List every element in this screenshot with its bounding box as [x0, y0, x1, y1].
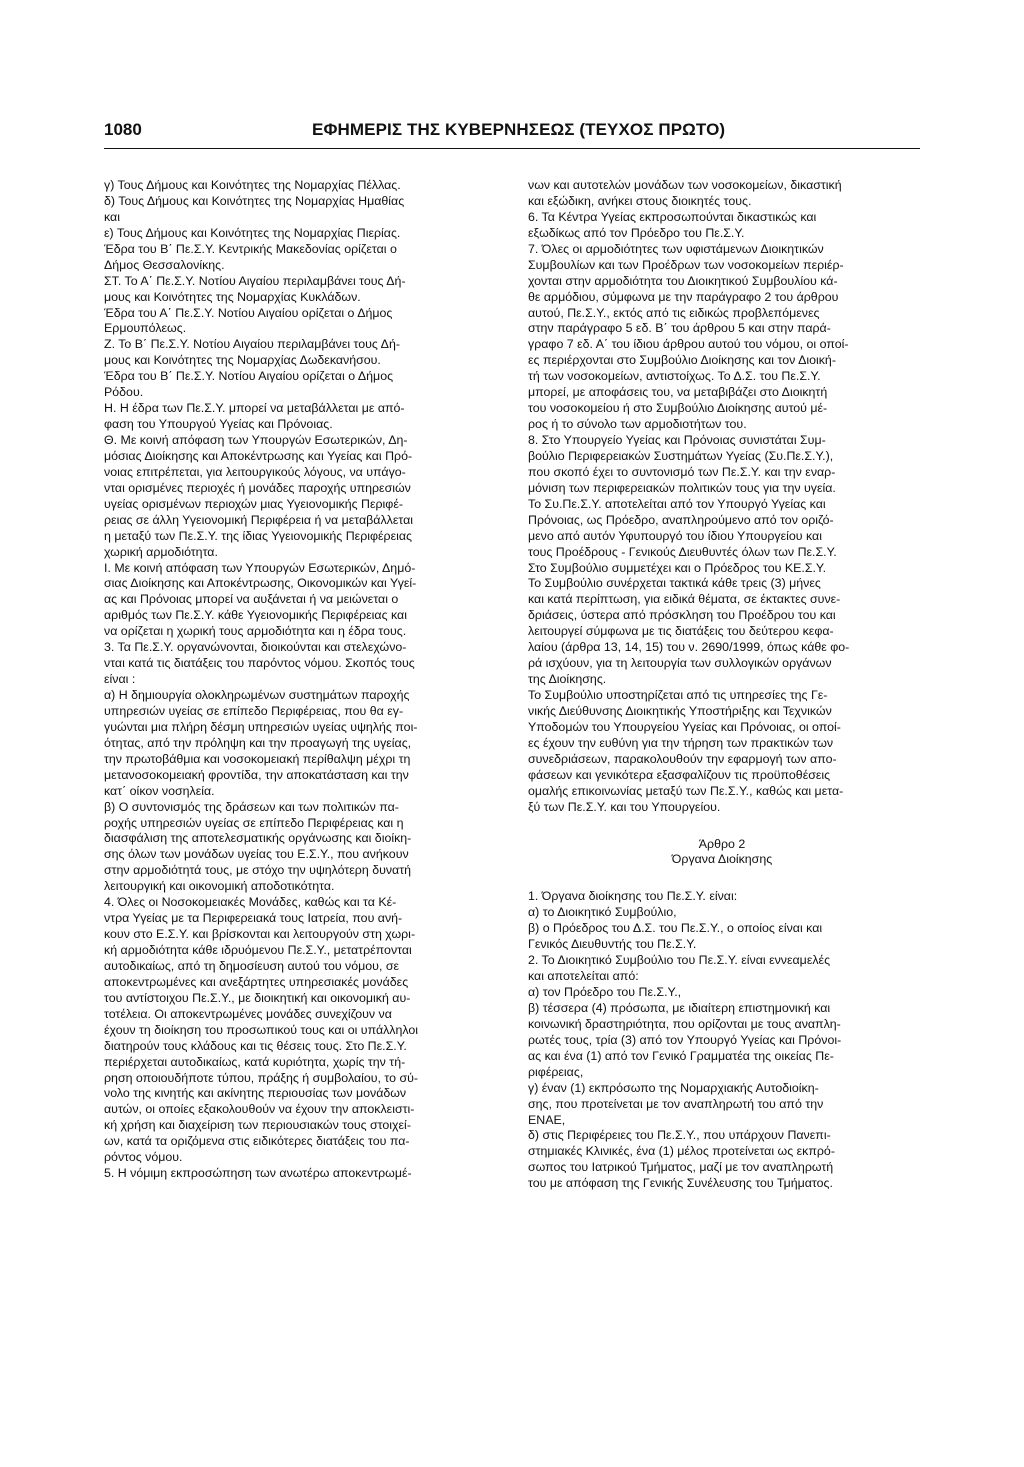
text-line: Το Συμβούλιο υποστηρίζεται από τις υπηρεσίες της Γε- — [528, 688, 828, 702]
text-line: μους και Κοινότητες της Νομαρχίας Κυκλάδων. — [104, 289, 361, 304]
text-line: αυτού, Πε.Σ.Υ., εκτός από τις ειδικώς προβλεπόμενες — [528, 305, 820, 320]
text-line: νικής Διεύθυνσης Διοικητικής Υποστήριξης και Τεχνικών — [528, 703, 832, 718]
text-line: Πρόνοιας, ως Πρόεδρο, αναπληρούμενο από τον οριζό- — [528, 512, 834, 527]
text-line: κή αρμοδιότητα κάθε ιδρυόμενου Πε.Σ.Υ., μετατρέπονται — [104, 943, 412, 957]
text-line: φαση του Υπουργού Υγείας και Πρόνοιας. — [104, 417, 333, 432]
text-line: ντρα Υγείας με τα Περιφερειακά τους Ιατρεία, που ανή- — [104, 911, 403, 926]
text-line: ριφέρειας, — [528, 1064, 584, 1079]
text-line: η μεταξύ των Πε.Σ.Υ. της ίδιας Υγειονομικής Περιφέρειας — [104, 528, 413, 543]
text-line: σωπος του Ιατρικού Τμήματος, μαζί με τον αναπληρωτή — [528, 1160, 834, 1175]
page-header — [104, 118, 920, 149]
text-line: 7. Όλες οι αρμοδιότητες των υφιστάμενων Διοικητικών — [528, 241, 824, 256]
text-line: του με απόφαση της Γενικής Συνέλευσης του Τμήματος. — [528, 1176, 833, 1191]
text-line: είναι : — [104, 672, 136, 687]
text-line: κή χρήση και διαχείριση των περιουσιακών τους στοιχεί- — [104, 1118, 411, 1133]
text-line: γ) Τους Δήμους και Κοινότητες της Νομαρχίας Πέλλας. — [104, 178, 401, 192]
text-line: ρωτές τους, τρία (3) από τον Υπουργό Υγείας και Πρόνοι- — [528, 1032, 842, 1047]
article-subheading: Όργανα Διοίκησης — [671, 852, 773, 867]
text-line: 5. Η νόμιμη εκπροσώπηση των ανωτέρω αποκεντρωμέ- — [104, 1166, 412, 1181]
text-line: ας και Πρόνοιας μπορεί να αυξάνεται ή να μειώνεται ο — [104, 592, 399, 607]
left-text-column — [104, 178, 492, 1182]
text-line: εξωδίκως από τον Πρόεδρο του Πε.Σ.Υ. — [528, 225, 745, 240]
gazette-title: ΕΦΗΜΕΡΙΣ ΤΗΣ ΚΥΒΕΡΝΗΣΕΩΣ (ΤΕΥΧΟΣ ΠΡΩΤΟ) — [312, 120, 726, 139]
text-line: της Διοίκησης. — [528, 672, 607, 687]
text-line: χονται στην αρμοδιότητα του Διοικητικού Συμβουλίου κά- — [528, 273, 838, 288]
text-line: ρειας σε άλλη Υγειονομική Περιφέρεια ή να μεταβάλλεται — [104, 512, 414, 527]
text-line: β) ο Πρόεδρος του Δ.Σ. του Πε.Σ.Υ., ο οποίος είναι και — [528, 921, 823, 936]
text-line: 2. Το Διοικητικό Συμβούλιο του Πε.Σ.Υ. είναι εννεαμελές — [528, 953, 831, 968]
text-line: και αποτελείται από: — [528, 969, 639, 984]
text-line: τή των νοσοκομείων, αντιστοίχως. Το Δ.Σ. του Πε.Σ.Υ. — [528, 369, 821, 384]
text-line: 1. Όργανα διοίκησης του Πε.Σ.Υ. είναι: — [528, 889, 738, 904]
text-line: υπηρεσιών υγείας σε επίπεδο Περιφέρειας, που θα εγ- — [104, 703, 404, 718]
text-line: μενο από αυτόν Υφυπουργό του ίδιου Υπουργείου και — [528, 528, 822, 543]
text-line: δ) στις Περιφέρειες του Πε.Σ.Υ., που υπάρχουν Πανεπι- — [528, 1128, 831, 1143]
text-line: του νοσοκομείου ή στο Συμβούλιο Διοίκησης αυτού μέ- — [528, 401, 828, 416]
text-line: β) τέσσερα (4) πρόσωπα, με ιδιαίτερη επιστημονική και — [528, 1000, 831, 1015]
text-line: Στο Συμβούλιο συμμετέχει και ο Πρόεδρος του ΚΕ.Σ.Υ. — [528, 560, 827, 575]
text-line — [528, 868, 916, 889]
text-line: περιέρχεται αυτοδικαίως, κατά κυριότητα, χωρίς την τή- — [104, 1054, 406, 1069]
text-line: γ) έναν (1) εκπρόσωπο της Νομαρχιακής Αυτοδιοίκη- — [528, 1080, 819, 1095]
text-line: Γενικός Διευθυντής του Πε.Σ.Υ. — [528, 937, 697, 952]
text-line: ρηση οποιουδήποτε τύπου, πράξης ή συμβολαίου, το σύ- — [104, 1070, 419, 1085]
text-line: ρόντος νόμου. — [104, 1150, 183, 1165]
text-line: λαίου (άρθρα 13, 14, 15) του ν. 2690/1999, όπως κάθε φο- — [528, 640, 850, 655]
text-line: στημιακές Κλινικές, ένα (1) μέλος προτείνεται ως εκπρό- — [528, 1144, 835, 1159]
text-line: σης όλων των μονάδων υγείας του Ε.Σ.Υ., που ανήκουν — [104, 847, 409, 862]
text-line: μόνιση των περιφερειακών πολιτικών τους για την υγεία. — [528, 480, 836, 495]
text-line: στην παράγραφο 5 εδ. Β΄ του άρθρου 5 και στην παρά- — [528, 321, 831, 336]
text-line: και — [104, 209, 120, 224]
text-line: υγείας ορισμένων περιοχών μιας Υγειονομικής Περιφέ- — [104, 496, 403, 511]
text-line — [528, 816, 916, 837]
text-line: ΕΝΑΕ, — [528, 1112, 566, 1127]
text-line: α) το Διοικητικό Συμβούλιο, — [528, 905, 677, 920]
text-line: μόσιας Διοίκησης και Αποκέντρωσης και Υγείας και Πρό- — [104, 448, 413, 463]
text-line: τους Προέδρους - Γενικούς Διευθυντές όλων των Πε.Σ.Υ. — [528, 544, 837, 559]
text-line: συνεδριάσεων, παρακολουθούν την εφαρμογή των απο- — [528, 751, 837, 766]
text-line: 4. Όλες οι Νοσοκομειακές Μονάδες, καθώς και τα Κέ- — [104, 895, 397, 910]
text-line: έχουν τη διοίκηση του προσωπικού τους και οι υπάλληλοι — [104, 1022, 419, 1037]
text-line: ροχής υπηρεσιών υγείας σε επίπεδο Περιφέρειας και η — [104, 815, 404, 830]
text-line: α) τον Πρόεδρο του Πε.Σ.Υ., — [528, 985, 682, 999]
text-line: κοινωνική δραστηριότητα, που ορίζονται με τους αναπλη- — [528, 1016, 841, 1031]
text-line: να ορίζεται η χωρική τους αρμοδιότητα και η έδρα τους. — [104, 624, 407, 639]
right-text-column — [528, 178, 916, 1192]
text-line: φάσεων και γενικότερα εξασφαλίζουν τις προϋποθέσεις — [528, 767, 831, 782]
text-line: ότητας, από την πρόληψη και την προαγωγή της υγείας, — [104, 735, 412, 750]
text-line: μους και Κοινότητες της Νομαρχίας Δωδεκανήσου. — [104, 353, 381, 368]
text-line: ε) Τους Δήμους και Κοινότητες της Νομαρχίας Πιερίας. — [104, 225, 401, 240]
text-line: γραφο 7 εδ. Α΄ του ίδιου άρθρου αυτού του νόμου, οι οποί- — [528, 337, 849, 352]
text-line: μπορεί, με αποφάσεις του, να μεταβιβάζει στο Διοικητή — [528, 385, 828, 400]
text-line: δριάσεις, ύστερα από πρόσκληση του Προέδρου του και — [528, 608, 836, 623]
text-line: ρά ισχύουν, για τη λειτουργία των συλλογικών οργάνων — [528, 656, 832, 671]
text-line: λειτουργική και οικονομική αποδοτικότητα. — [104, 879, 335, 894]
text-line: χωρική αρμοδιότητα. — [104, 544, 218, 559]
text-line: Υποδομών του Υπουργείου Υγείας και Πρόνοιας, οι οποί- — [528, 719, 841, 734]
text-line: 6. Τα Κέντρα Υγείας εκπροσωπούνται δικαστικώς και — [528, 209, 817, 224]
text-line: ας και ένα (1) από τον Γενικό Γραμματέα της οικείας Πε- — [528, 1048, 834, 1063]
text-line: Θ. Με κοινή απόφαση των Υπουργών Εσωτερικών, Δη- — [104, 433, 408, 447]
text-line: λειτουργεί σύμφωνα με τις διατάξεις του δεύτερου κεφα- — [528, 624, 834, 639]
text-line: Δήμος Θεσσαλονίκης. — [104, 257, 225, 272]
text-line: νολο της κινητής και ακίνητης περιουσίας των μονάδων — [104, 1086, 407, 1101]
text-line: 3. Τα Πε.Σ.Υ. οργανώνονται, διοικούνται και στελεχώνο- — [104, 640, 407, 655]
text-line: αυτοδικαίως, από τη δημοσίευση αυτού του νόμου, σε — [104, 958, 400, 973]
text-line: Η. Η έδρα των Πε.Σ.Υ. μπορεί να μεταβάλλεται με από- — [104, 401, 405, 416]
text-line: διασφάλιση της αποτελεσματικής οργάνωσης και διοίκη- — [104, 831, 412, 846]
text-line: ξύ των Πε.Σ.Υ. και του Υπουργείου. — [528, 799, 721, 814]
text-line: γυώνται μια πλήρη δέσμη υπηρεσιών υγείας υψηλής ποι- — [104, 719, 418, 734]
text-line: την πρωτοβάθμια και νοσοκομειακή περίθαλψη μέχρι τη — [104, 751, 411, 766]
text-line: σιας Διοίκησης και Αποκέντρωσης, Οικονομικών και Υγεί- — [104, 576, 417, 591]
text-line: ες έχουν την ευθύνη για την τήρηση των πρακτικών των — [528, 735, 834, 750]
text-line: Ρόδου. — [104, 385, 144, 400]
text-line: νοιας επιτρέπεται, για λειτουργικούς λόγους, να υπάγο- — [104, 464, 406, 479]
text-line: αριθμός των Πε.Σ.Υ. κάθε Υγειονομικής Περιφέρειας και — [104, 608, 407, 623]
text-line: ΣΤ. Το Α΄ Πε.Σ.Υ. Νοτίου Αιγαίου περιλαμβάνει τους Δή- — [104, 273, 406, 288]
text-line: Ζ. Το Β΄ Πε.Σ.Υ. Νοτίου Αιγαίου περιλαμβάνει τους Δή- — [104, 337, 400, 352]
text-line: θε αρμόδιου, σύμφωνα με την παράγραφο 2 του άρθρου — [528, 289, 839, 304]
text-line: Συμβουλίων και των Προέδρων των νοσοκομείων περιέρ- — [528, 257, 844, 272]
text-line: του αντίστοιχου Πε.Σ.Υ., με διοικητική και οικονομική αυ- — [104, 990, 411, 1005]
text-line: Το Συ.Πε.Σ.Υ. αποτελείται από τον Υπουργό Υγείας και — [528, 496, 826, 511]
text-line: κουν στο Ε.Σ.Υ. και βρίσκονται και λειτουργούν στη χωρι- — [104, 927, 416, 942]
text-line: και κατά περίπτωση, για ειδικά θέματα, σε έκτακτες συνε- — [528, 592, 841, 607]
text-line: μετανοσοκομειακή φροντίδα, την αποκατάσταση και την — [104, 767, 409, 782]
text-line: διατηρούν τους κλάδους και τις θέσεις τους. Στο Πε.Σ.Υ. — [104, 1038, 407, 1053]
text-line: ων, κατά τα οριζόμενα στις ειδικότερες διατάξεις του πα- — [104, 1134, 410, 1149]
text-line: 8. Στο Υπουργείο Υγείας και Πρόνοιας συνιστάται Συμ- — [528, 433, 826, 447]
text-line: α) Η δημιουργία ολοκληρωμένων συστημάτων παροχής — [104, 688, 410, 702]
text-line: Έδρα του Α΄ Πε.Σ.Υ. Νοτίου Αιγαίου ορίζεται ο Δήμος — [104, 305, 393, 320]
text-line: τοτέλεια. Οι αποκεντρωμένες μονάδες συνεχίζουν να — [104, 1006, 392, 1021]
text-line: ομαλής επικοινωνίας μεταξύ των Πε.Σ.Υ., καθώς και μετα- — [528, 783, 844, 798]
text-line: νται ορισμένες περιοχές ή μονάδες παροχής υπηρεσιών — [104, 480, 411, 495]
text-line: αποκεντρωμένες και ανεξάρτητες υπηρεσιακές μονάδες — [104, 974, 409, 989]
text-line: Έδρα του Β΄ Πε.Σ.Υ. Νοτίου Αιγαίου ορίζεται ο Δήμος — [104, 369, 394, 384]
text-line: νται κατά τις διατάξεις του παρόντος νόμου. Σκοπός τους — [104, 656, 415, 671]
text-line: αυτών, οι οποίες εξακολουθούν να έχουν την αποκλειστι- — [104, 1102, 415, 1117]
text-line: που σκοπό έχει το συντονισμό των Πε.Σ.Υ. και την εναρ- — [528, 464, 836, 479]
text-line: ρος ή το σύνολο των αρμοδιοτήτων του. — [528, 417, 747, 432]
text-line: σης, που προτείνεται με τον αναπληρωτή του από την — [528, 1096, 824, 1111]
text-line: β) Ο συντονισμός της δράσεων και των πολιτικών πα- — [104, 799, 399, 814]
article-heading: Άρθρο 2 — [698, 836, 746, 851]
text-line: δ) Τους Δήμους και Κοινότητες της Νομαρχίας Ημαθίας — [104, 193, 405, 208]
text-line: στην αρμοδιότητά τους, με στόχο την υψηλότερη δυνατή — [104, 863, 412, 878]
text-line: Ερμουπόλεως. — [104, 321, 187, 336]
page-number: 1080 — [104, 120, 142, 139]
text-line: Έδρα του Β΄ Πε.Σ.Υ. Κεντρικής Μακεδονίας ορίζεται ο — [104, 241, 397, 256]
text-line: νων και αυτοτελών μονάδων των νοσοκομείων, δικαστική — [528, 178, 842, 192]
text-line: κατ΄ οίκον νοσηλεία. — [104, 783, 215, 798]
text-line: Το Συμβούλιο συνέρχεται τακτικά κάθε τρεις (3) μήνες — [528, 576, 821, 591]
text-line: βούλιο Περιφερειακών Συστημάτων Υγείας (Συ.Πε.Σ.Υ.), — [528, 448, 834, 463]
text-line: και εξώδικη, ανήκει στους διοικητές τους. — [528, 193, 752, 208]
text-line: ες περιέρχονται στο Συμβούλιο Διοίκησης και τον Διοική- — [528, 353, 836, 368]
text-line: Ι. Με κοινή απόφαση των Υπουργών Εσωτερικών, Δημό- — [104, 560, 416, 575]
